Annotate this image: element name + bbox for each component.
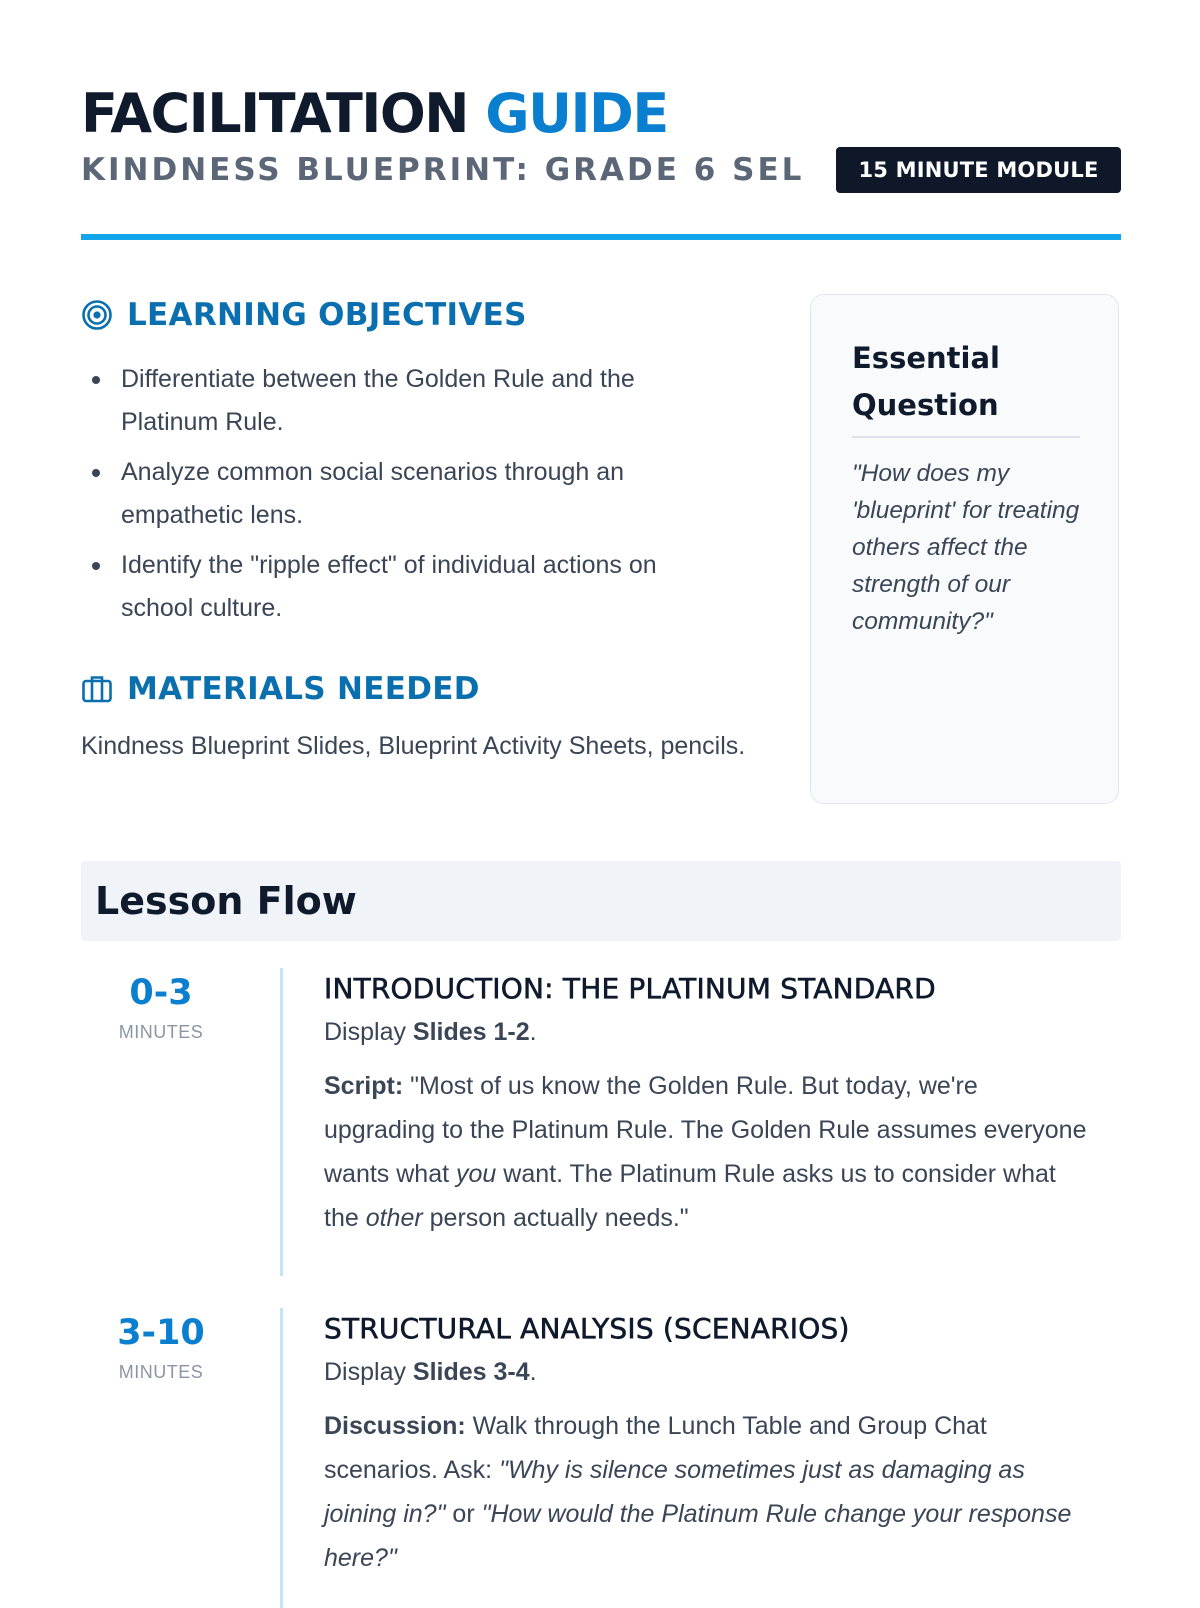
step-display-instruction	[324, 1012, 1094, 1052]
page-subtitle: KINDNESS BLUEPRINT: GRADE 6 SEL	[81, 152, 805, 188]
step-content	[324, 1310, 1094, 1580]
lesson-flow-title: Lesson Flow	[95, 879, 357, 923]
timeline-divider	[280, 968, 283, 1276]
discussion-question: "Why is silence sometimes just as damaging as joining in?"	[324, 1456, 1025, 1528]
materials-heading-label: MATERIALS NEEDED	[127, 671, 480, 707]
essential-question-card	[810, 294, 1119, 804]
step-content	[324, 970, 1094, 1240]
step-time-unit: MINUTES	[118, 1022, 204, 1042]
display-suffix: .	[529, 1358, 537, 1386]
briefcase-icon	[81, 673, 113, 705]
objectives-list	[81, 358, 731, 637]
step-time: 3-10	[117, 1313, 205, 1353]
discussion-text: Walk through the Lunch Table and Group Chat scenarios. Ask:	[324, 1412, 987, 1484]
display-slides: Slides 1-2	[412, 1018, 530, 1046]
script-emphasis: you	[456, 1160, 497, 1188]
module-duration-badge: 15 MINUTE MODULE	[836, 147, 1121, 193]
step-time-unit: MINUTES	[118, 1362, 204, 1382]
lesson-flow-header	[81, 861, 1121, 941]
discussion-question: "How would the Platinum Rule change your response here?"	[324, 1500, 1072, 1572]
discussion-label: Discussion:	[324, 1412, 466, 1440]
display-prefix: Display	[324, 1018, 413, 1046]
step-script	[324, 1064, 1094, 1240]
discussion-text: or	[445, 1500, 482, 1528]
essential-question-title: Essential Question	[852, 341, 1000, 422]
display-slides: Slides 3-4	[412, 1358, 530, 1386]
script-emphasis: other	[365, 1204, 423, 1232]
step-display-instruction	[324, 1352, 1094, 1392]
header-divider	[81, 234, 1121, 240]
script-label: Script:	[324, 1072, 404, 1100]
step-discussion	[324, 1404, 1094, 1580]
list-item: Differentiate between the Golden Rule and the Platinum Rule.	[81, 358, 731, 444]
objectives-heading	[81, 297, 527, 333]
list-item: Identify the "ripple effect" of individual actions on school culture.	[81, 544, 731, 630]
essential-question-quote: "How does my 'blueprint' for treating others affect the strength of our community?"	[852, 460, 1080, 635]
materials-heading	[81, 671, 480, 707]
step-time: 0-3	[129, 973, 193, 1013]
display-prefix: Display	[324, 1358, 413, 1386]
timeline-divider	[280, 1308, 283, 1608]
target-icon	[81, 299, 113, 331]
essential-question-divider	[852, 436, 1080, 438]
step-title: INTRODUCTION: THE PLATINUM STANDARD	[324, 972, 936, 1005]
title-accent: GUIDE	[485, 82, 668, 145]
title-main: FACILITATION	[81, 82, 468, 145]
script-text: person actually needs."	[422, 1204, 689, 1232]
materials-text: Kindness Blueprint Slides, Blueprint Activity Sheets, pencils.	[81, 732, 746, 760]
page-title	[81, 78, 668, 150]
display-suffix: .	[529, 1018, 537, 1046]
script-text: "Most of us know the Golden Rule. But today, we're upgrading to the Platinum Rule. The Golden Rule assumes everyone wants what	[324, 1072, 1087, 1188]
script-text: want. The Platinum Rule asks us to consider what the	[324, 1160, 1056, 1232]
list-item: Analyze common social scenarios through an empathetic lens.	[81, 451, 731, 537]
objectives-heading-label: LEARNING OBJECTIVES	[127, 297, 527, 333]
step-title: STRUCTURAL ANALYSIS (SCENARIOS)	[324, 1312, 850, 1345]
